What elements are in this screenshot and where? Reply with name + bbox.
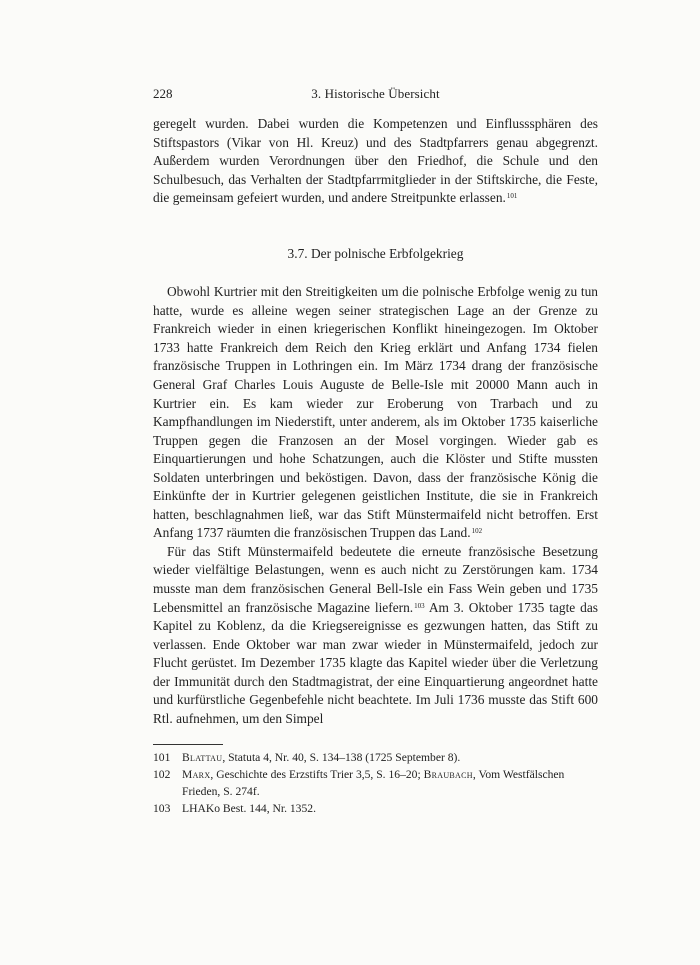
footnote-author: Blattau bbox=[182, 751, 223, 764]
footnotes bbox=[153, 744, 598, 817]
footnote-number: 102 bbox=[153, 768, 171, 781]
footnote-ref-103[interactable]: 103 bbox=[414, 601, 425, 610]
paragraph: Für das Stift Münstermaifeld bedeutete die erneute französische Besetzung wieder vielfältige Belastungen, wenn es auch nicht zu Zerstörungen kam. 1734 musste man dem französischen General Bell-Isle ein Fass Wein geben und 1735 Lebensmittel an französische Magazine liefern.$^{103}$ Am 3. Oktober 1735 tagte das Kapitel zu Koblenz, da die Kriegsereignisse es gezwungen hatten, das Stift zu verlassen. Ende Oktober war man zwar wieder in Münstermaifeld, jedoch zur Flucht gerüstet. Im Dezember 1735 klagte das Kapitel wieder über die Verletzung der Immunität durch den Stadtmagistrat, der eine Einquartierung angeordnet hatte und kurfürstliche Gegenbefehle nicht beachtete. Im Juli 1736 musste das Stift 600 Rtl. aufnehmen, um den Simpel bbox=[153, 543, 598, 726]
body-text bbox=[153, 115, 598, 728]
footnote: 101 Blattau, Statuta 4, Nr. 40, S. 134–138 (1725 September 8). bbox=[153, 751, 461, 764]
footnote: 102 Marx, Geschichte des Erzstifts Trier 3,5, S. 16–20; Braubach, Vom Westfälschen Frieden, S. 274f. bbox=[153, 768, 565, 798]
paragraph-continued: geregelt wurden. Dabei wurden die Kompetenzen und Einflusssphären des Stiftspastors (Vikar von Hl. Kreuz) und des Stadtpfarrers genau abgegrenzt. Außerdem wurden Verordnungen über den Friedhof, die Schule und den Schulbesuch, das Verhalten der Stadtpfarrmitglieder in der Stiftskirche, die Feste, die gemeinsam gefeiert wurden, und andere Streitpunkte erlassen.$^{101}$ bbox=[153, 116, 598, 206]
footnote-number: 103 bbox=[153, 802, 171, 815]
paragraph: Obwohl Kurtrier mit den Streitigkeiten um die polnische Erbfolge wenig zu tun hatte, wurde es alleine wegen seiner strategischen Lage an der Grenze zu Frankreich wieder in einen kriegerischen Konflikt hineingezogen. Im Oktober 1733 hatte Frankreich dem Reich den Krieg erklärt und Anfang 1734 fielen französische Truppen in Lothringen ein. Im März 1734 drang der französische General Graf Charles Louis Auguste de Belle-Isle mit 20000 Mann auch in Kurtrier ein. Es kam wieder zur Eroberung von Trarbach und zu Kampfhandlungen im Niederstift, unter anderem, als im Oktober 1735 kaiserliche Truppen gegen die Franzosen an der Mosel vorgingen. Wieder gab es Einquartierungen und hohe Schatzungen, auch die Klöster und Stifte mussten Soldaten unterbringen und beköstigen. Davon, dass der französische König die Einkünfte der in Kurtrier gelegenen geistlichen Institute, die sie in Frankreich hatten, beschlagnahmen ließ, war das Stift Münstermaifeld nicht betroffen. Erst Anfang 1737 räumten die französischen Truppen das Land.$^{102}$ bbox=[153, 284, 598, 541]
footnote: 103 LHAKo Best. 144, Nr. 1352. bbox=[153, 802, 316, 815]
footnote-author: Braubach bbox=[423, 768, 473, 781]
footnote-number: 101 bbox=[153, 751, 171, 764]
footnote-divider bbox=[153, 744, 223, 745]
section-heading: 3.7. Der polnische Erbfolgekrieg bbox=[287, 245, 464, 261]
page-number: 228 bbox=[153, 86, 173, 101]
running-head-title: 3. Historische Übersicht bbox=[311, 86, 440, 101]
footnote-ref-102[interactable]: 102 bbox=[471, 527, 483, 536]
footnote-author: Marx bbox=[182, 768, 211, 781]
footnote-ref-101[interactable]: 101 bbox=[506, 192, 518, 201]
running-head bbox=[153, 86, 598, 104]
